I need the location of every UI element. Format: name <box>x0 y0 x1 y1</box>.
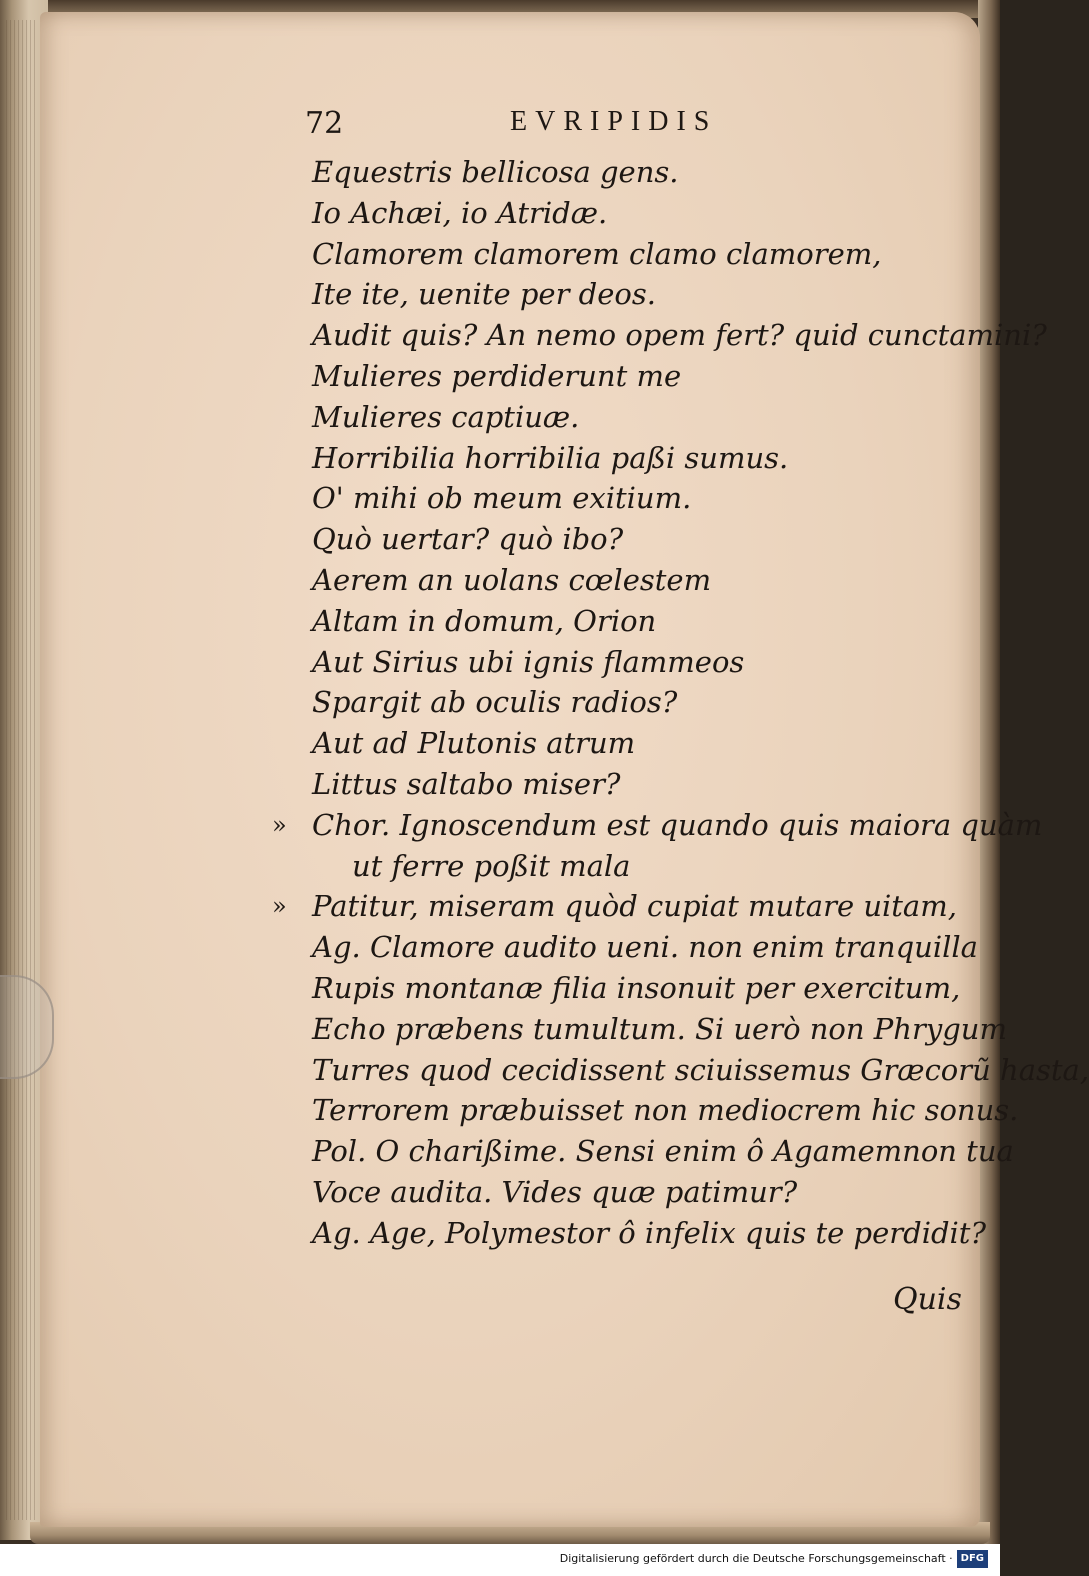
catchword: Quis <box>893 1282 962 1317</box>
verse-line: Ite ite, uenite per deos. <box>312 277 656 311</box>
verse-line: ut ferre poßit mala <box>352 849 631 883</box>
verse-line: Turres quod cecidissent sciuissemus Græcorũ hasta, <box>312 1053 1089 1087</box>
page-header <box>305 106 805 146</box>
verse-line: Io Achæi, io Atridæ. <box>312 196 608 230</box>
verse-line: Clamorem clamorem clamo clamorem, <box>312 237 882 271</box>
verse-line: Aut ad Plutonis atrum <box>312 726 636 760</box>
running-head: EVRIPIDIS <box>510 106 718 137</box>
verse-line: Altam in domum, Orion <box>312 604 657 638</box>
quotation-marker: » <box>272 892 287 920</box>
verse-line: Echo præbens tumultum. Si uerò non Phrygum <box>312 1012 1007 1046</box>
verse-line: Patitur, miseram quòd cupiat mutare uitam, <box>312 889 957 923</box>
verse-line: Ag. Age, Polymestor ô infelix quis te perdidit? <box>312 1216 987 1250</box>
verse-line: Rupis montanæ filia insonuit per exercitum, <box>312 971 961 1005</box>
dfg-logo: DFG <box>957 1550 988 1568</box>
verse-line: Quò uertar? quò ibo? <box>312 522 624 556</box>
verse-line: Spargit ab oculis radios? <box>312 685 678 719</box>
verse-line: Aut Sirius ubi ignis flammeos <box>312 645 745 679</box>
verse-line: Mulieres captiuæ. <box>312 400 580 434</box>
verse-line: Ag. Clamore audito ueni. non enim tranquilla <box>312 930 978 964</box>
verse-line: Horribilia horribilia paßi sumus. <box>312 441 789 475</box>
credit-text: Digitalisierung gefördert durch die Deutsche Forschungsgemeinschaft · <box>559 1552 953 1565</box>
verse-line: Mulieres perdiderunt me <box>312 359 682 393</box>
verse-line: Voce audita. Vides quæ patimur? <box>312 1175 798 1209</box>
verse-line: O' mihi ob meum exitium. <box>312 481 692 515</box>
verse-line: Terrorem præbuisset non mediocrem hic sonus. <box>312 1093 1019 1127</box>
quotation-marker: » <box>272 811 287 839</box>
verse-line: Pol. O charißime. Sensi enim ô Agamemnon tua <box>312 1134 1014 1168</box>
verse-line: Chor. Ignoscendum est quando quis maiora quàm <box>312 808 1043 842</box>
page-number: 72 <box>305 106 344 141</box>
verse-line: Equestris bellicosa gens. <box>312 155 679 189</box>
verse-line: Audit quis? An nemo opem fert? quid cunctamini? <box>312 318 1047 352</box>
digitization-credit <box>552 1544 992 1574</box>
verse-line: Aerem an uolans cœlestem <box>312 563 712 597</box>
verse-line: Littus saltabo miser? <box>312 767 621 801</box>
